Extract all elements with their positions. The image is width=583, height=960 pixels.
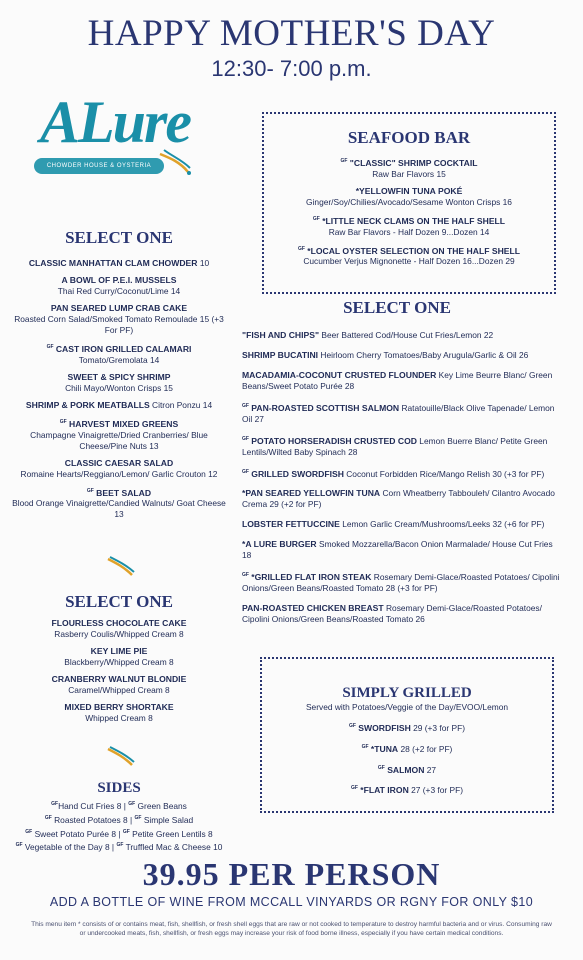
list-item: PAN-ROASTED CHICKEN BREAST Rosemary Demi-Glace/Roasted Potatoes/ Cipolini Onions/Green Beans/Roasted Tomato 26 — [242, 603, 542, 625]
simply-grilled-title: SIMPLY GRILLED — [342, 685, 472, 701]
list-item: $^{GF}$ Roasted Potatoes 8 | $^{GF}$ Simple Salad — [44, 814, 194, 825]
list-item: PAN SEARED LUMP CRAB CAKE Roasted Corn Salad/Smoked Tomato Remoulade 15 (+3 For PF) — [14, 303, 224, 335]
list-item: $^{GF}$Hand Cut Fries 8 | $^{GF}$ Green Beans — [51, 800, 187, 811]
page-title: HAPPY MOTHER'S DAY — [87, 13, 496, 54]
lure-divider-icon — [106, 555, 136, 577]
list-item: $^{GF}$ SALMON 27 — [377, 764, 437, 775]
list-item: MACADAMIA-COCONUT CRUSTED FLOUNDER Key Lime Beurre Blanc/ Green Beans/Sweet Potato Purée 28 — [242, 370, 553, 391]
wine-offer: ADD A BOTTLE OF WINE FROM MCCALL VINYARDS OR RGNY FOR ONLY $10 — [49, 895, 534, 909]
seafood-bar-title: SEAFOOD BAR — [347, 128, 471, 147]
list-item: $^{GF}$ Sweet Potato Purée 8 | $^{GF}$ Petite Green Lentils 8 — [25, 828, 213, 839]
list-item: $^{GF}$ SWORDFISH 29 (+3 for PF) — [348, 722, 466, 733]
simply-grilled-box — [260, 657, 554, 813]
list-item: $^{GF}$ Vegetable of the Day 8 | $^{GF}$ Truffled Mac & Cheese 10 — [15, 842, 223, 853]
sides-title: SIDES — [97, 780, 141, 796]
sides-section — [10, 780, 228, 854]
starters-title: SELECT ONE — [65, 228, 173, 247]
logo-tagline: CHOWDER HOUSE & OYSTERIA — [34, 158, 164, 174]
simply-grilled-subtitle: Served with Potatoes/Veggie of the Day/EVOO/Lemon — [305, 702, 509, 712]
logo-word: ALure — [40, 89, 191, 155]
desserts-title: SELECT ONE — [65, 592, 173, 611]
list-item: *PAN SEARED YELLOWFIN TUNA Corn Wheatberry Tabbouleh/ Cilantro Avocado Crema 29 (+2 for PF) — [242, 488, 555, 510]
entrees-section — [242, 298, 562, 634]
list-item: *A LURE BURGER Smoked Mozzarella/Bacon Onion Marmalade/ House Cut Fries 18 — [242, 539, 553, 561]
lure-divider-icon — [106, 745, 136, 767]
list-item: $^{GF}$ CAST IRON GRILLED CALAMARI Tomato/Gremolata 14 — [46, 343, 192, 365]
starters-section — [10, 228, 228, 526]
list-item: A BOWL OF P.E.I. MUSSELS Thai Red Curry/Coconut/Lime 14 — [57, 275, 181, 296]
list-item: SHRIMP BUCATINI Heirloom Cherry Tomatoes/Baby Arugula/Garlic & Oil 26 — [242, 350, 529, 360]
list-item: $^{GF}$ "CLASSIC" SHRIMP COCKTAIL Raw Bar Flavors 15 — [340, 157, 478, 179]
event-time: 12:30- 7:00 p.m. — [211, 56, 372, 81]
list-item: SWEET & SPICY SHRIMP Chili Mayo/Wonton Crisps 15 — [65, 371, 173, 393]
list-item: $^{GF}$ *FLAT IRON 27 (+3 for PF) — [350, 785, 464, 796]
list-item: $^{GF}$ *LOCAL OYSTER SELECTION ON THE HALF SHELL Cucumber Verjus Mignonette - Half Dozen 16...Dozen 29 — [297, 245, 521, 267]
list-item: "FISH AND CHIPS" Beer Battered Cod/House Cut Fries/Lemon 22 — [242, 330, 494, 340]
list-item: $^{GF}$ *GRILLED FLAT IRON STEAK Rosemary Demi-Glace/Roasted Potatoes/ Cipolini Onions/Green Beans/Roasted Tomato 28 (+3 for PF) — [242, 572, 560, 594]
list-item: MIXED BERRY SHORTAKE Whipped Cream 8 — [64, 702, 174, 723]
list-item: LOBSTER FETTUCCINE Lemon Garlic Cream/Mushrooms/Leeks 32 (+6 for PF) — [242, 519, 545, 530]
list-item: $^{GF}$ HARVEST MIXED GREENS Champagne Vinaigrette/Dried Cranberries/ Blue Cheese/Pine Nuts 13 — [30, 418, 208, 451]
seafood-bar-box — [262, 112, 556, 294]
list-item: $^{GF}$ POTATO HORSERADISH CRUSTED COD Lemon Buerre Blanc/ Petite Green Lentils/Wilted Baby Spinach 28 — [242, 435, 548, 457]
list-item: $^{GF}$ PAN-ROASTED SCOTTISH SALMON Ratatouille/Black Olive Tapenade/ Lemon Oil 27 — [242, 402, 555, 424]
restaurant-logo — [22, 88, 202, 198]
list-item: $^{GF}$ *TUNA 28 (+2 for PF) — [361, 743, 453, 754]
list-item: CRANBERRY WALNUT BLONDIE Caramel/Whipped Cream 8 — [51, 674, 187, 695]
list-item: $^{GF}$ BEET SALAD Blood Orange Vinaigrette/Candied Walnuts/ Goat Cheese 13 — [12, 487, 226, 520]
disclaimer: This menu item * consists of or contains meat, fish, shellfish, or fresh shell eggs that are raw or not cooked to temperature to destroy harmful bacteria and or virus. Consuming raw or undercooked meats, fish, shellfish, or fresh eggs may increase your risk of food borne illness, especially if you have certain medical conditions. — [31, 921, 552, 937]
list-item: KEY LIME PIE Blackberry/Whipped Cream 8 — [64, 646, 174, 667]
entrees-title: SELECT ONE — [343, 298, 451, 317]
list-item: CLASSIC MANHATTAN CLAM CHOWDER 10 — [28, 258, 210, 268]
desserts-section — [10, 592, 228, 730]
fishing-lure-icon — [158, 148, 194, 178]
list-item: *YELLOWFIN TUNA POKÉ Ginger/Soy/Chilies/Avocado/Sesame Wonton Crisps 16 — [306, 185, 512, 207]
price-per-person: 39.95 PER PERSON — [142, 856, 441, 892]
list-item: $^{GF}$ GRILLED SWORDFISH Coconut Forbidden Rice/Mango Relish 30 (+3 for PF) — [242, 468, 545, 479]
list-item: SHRIMP & PORK MEATBALLS Citron Ponzu 14 — [25, 399, 213, 410]
list-item: $^{GF}$ *LITTLE NECK CLAMS ON THE HALF SHELL Raw Bar Flavors - Half Dozen 9...Dozen 14 — [312, 215, 506, 237]
list-item: FLOURLESS CHOCOLATE CAKE Rasberry Coulis/Whipped Cream 8 — [51, 618, 187, 639]
list-item: CLASSIC CAESAR SALAD Romaine Hearts/Reggiano/Lemon/ Garlic Crouton 12 — [20, 457, 218, 479]
